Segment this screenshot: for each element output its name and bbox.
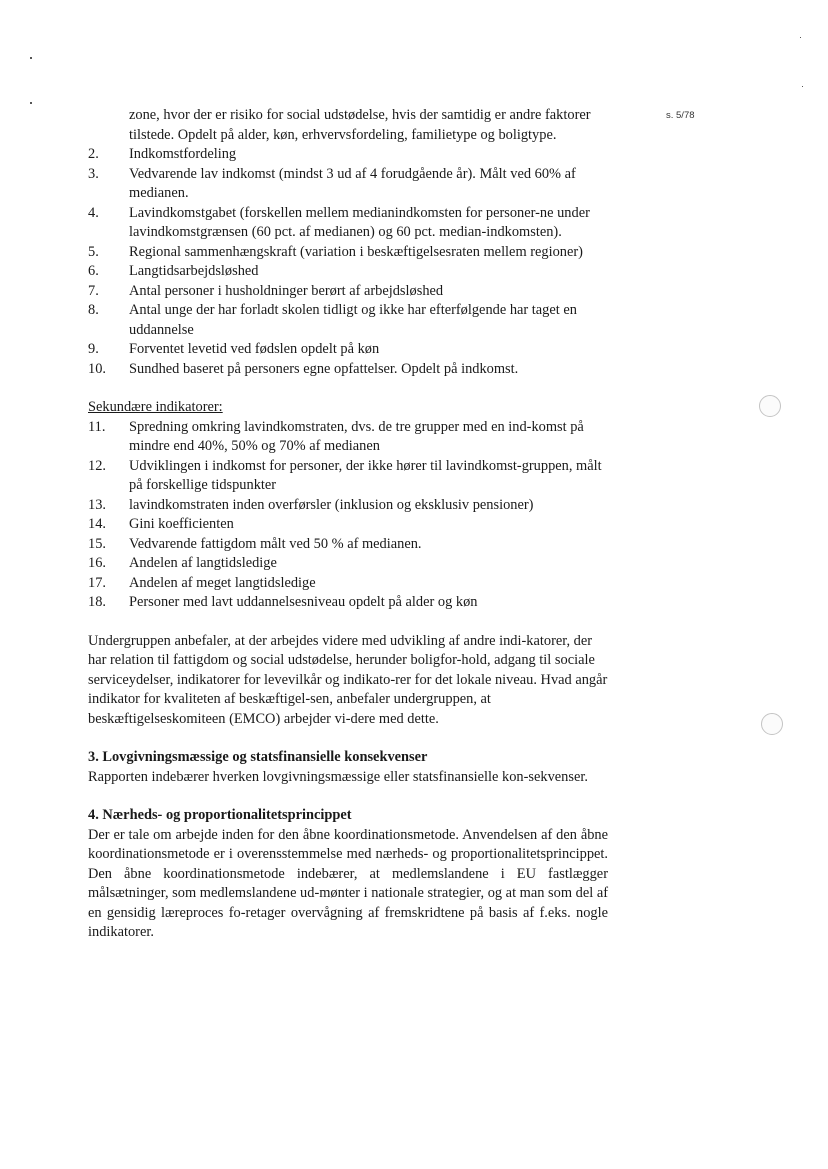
indicator-item bbox=[88, 282, 608, 302]
indicator-text: Lavindkomstgabet (forskellen mellem medianindkomsten for personer-ne under lavindkomstgrænsen (60 pct. af medianen) og 60 pct. median-indkomsten). bbox=[129, 204, 590, 240]
indicator-item bbox=[88, 145, 608, 165]
indicator-text: Andelen af meget langtidsledige bbox=[129, 574, 316, 591]
document-body bbox=[88, 106, 608, 943]
indicator-text: Vedvarende lav indkomst (mindst 3 ud af 4 forudgående år). Målt ved 60% af medianen. bbox=[129, 165, 576, 201]
indicator-number: 15. bbox=[88, 535, 106, 552]
secondary-indicator-list bbox=[88, 418, 608, 613]
indicator-text: Regional sammenhængskraft (variation i beskæftigelsesraten mellem regioner) bbox=[129, 243, 583, 260]
indicator-text: Udviklingen i indkomst for personer, der ikke hører til lavindkomst-gruppen, målt på forskellige tidspunkter bbox=[129, 457, 602, 493]
indicator-item bbox=[88, 574, 608, 594]
indicator-text: lavindkomstraten inden overførsler (inklusion og eksklusiv pensioner) bbox=[129, 496, 534, 513]
indicator-text: Indkomstfordeling bbox=[129, 146, 237, 162]
indicator-number: 6. bbox=[88, 263, 99, 279]
section-4-body: Der er tale om arbejde inden for den åbne koordinationsmetode. Anvendelsen af den åbne koordinationsmetode er i overensstemmelse med nærheds- og proportionalitetsprincippet. Den åbne koordinationsmetode indebærer, at medlemslandene i EU fastlægger målsætninger, som medlemslandene ud-mønter i nationale strategier, og at man som del af en gensidig læreproces fo-retager overvågning af fremskridtene på basis af f.eks. nogle indikatorer. bbox=[88, 826, 608, 940]
indicator-text: Forventet levetid ved fødslen opdelt på køn bbox=[129, 341, 380, 357]
indicator-number: 8. bbox=[88, 302, 99, 318]
secondary-heading: Sekundære indikatorer: bbox=[88, 399, 223, 415]
scan-speck bbox=[30, 57, 32, 59]
indicator-item bbox=[88, 496, 608, 516]
indicator-number: 5. bbox=[88, 243, 99, 260]
punch-hole bbox=[759, 395, 781, 417]
punch-hole bbox=[761, 713, 783, 735]
indicator-text: Gini koefficienten bbox=[129, 516, 234, 532]
indicator-number: 18. bbox=[88, 594, 106, 610]
indicator-text: Spredning omkring lavindkomstraten, dvs. de tre grupper med en ind-komst på mindre end 40%, 50% og 70% af medianen bbox=[129, 418, 584, 454]
indicator-number: 12. bbox=[88, 457, 106, 474]
indicator-item bbox=[88, 418, 608, 457]
section-4-heading: 4. Nærheds- og proportionalitetsprincippet bbox=[88, 807, 352, 823]
scan-speck bbox=[800, 37, 801, 38]
indicator-item bbox=[88, 457, 608, 496]
indicator-item bbox=[88, 593, 608, 613]
indicator-number: 9. bbox=[88, 341, 99, 357]
indicator-text: Andelen af langtidsledige bbox=[129, 555, 277, 571]
indicator-item bbox=[88, 360, 608, 380]
indicator-item bbox=[88, 204, 608, 243]
section-3-heading: 3. Lovgivningsmæssige og statsfinansielle konsekvenser bbox=[88, 749, 428, 765]
indicator-number: 4. bbox=[88, 204, 99, 221]
indicator-item bbox=[88, 340, 608, 360]
indicator-number: 7. bbox=[88, 282, 99, 299]
section-3-body: Rapporten indebærer hverken lovgivningsmæssige eller statsfinansielle kon-sekvenser. bbox=[88, 768, 588, 785]
indicator-item bbox=[88, 535, 608, 555]
indicator-number: 17. bbox=[88, 574, 106, 591]
indicator-text: Antal unge der har forladt skolen tidligt og ikke har efterfølgende har taget en uddannelse bbox=[129, 302, 577, 338]
intro-text: zone, hvor der er risiko for social udstødelse, hvis der samtidig er andre faktorer tilstede. Opdelt på alder, køn, erhvervsfordeling, familietype og boligtype. bbox=[129, 107, 591, 143]
indicator-item bbox=[88, 262, 608, 282]
indicator-item bbox=[88, 554, 608, 574]
indicator-item bbox=[88, 243, 608, 263]
indicator-text: Langtidsarbejdsløshed bbox=[129, 263, 259, 279]
primary-indicator-list bbox=[88, 145, 608, 379]
indicator-number: 13. bbox=[88, 496, 106, 513]
indicator-text: Antal personer i husholdninger berørt af arbejdsløshed bbox=[129, 282, 444, 299]
indicator-number: 3. bbox=[88, 165, 99, 182]
indicator-text: Vedvarende fattigdom målt ved 50 % af medianen. bbox=[129, 535, 422, 552]
indicator-number: 11. bbox=[88, 418, 106, 435]
scan-speck bbox=[30, 102, 32, 104]
indicator-number: 10. bbox=[88, 360, 106, 377]
subgroup-paragraph: Undergruppen anbefaler, at der arbejdes videre med udvikling af andre indi-katorer, der har relation til fattigdom og social udstødelse, herunder boligfor-hold, adgang til sociale serviceydelser, indikatorer for levevilkår og indikato-rer for det lokale niveau. Hvad angår indikator for kvaliteten af beskæftigel-sen, anbefaler undergruppen, at beskæftigelseskomiteen (EMCO) arbejder vi-dere med dette. bbox=[88, 632, 608, 727]
indicator-number: 14. bbox=[88, 516, 106, 532]
indicator-text: Sundhed baseret på personers egne opfattelser. Opdelt på indkomst. bbox=[129, 360, 519, 377]
page-number: s. 5/78 bbox=[666, 110, 695, 121]
indicator-item bbox=[88, 515, 608, 535]
indicator-item bbox=[88, 301, 608, 340]
indicator-number: 2. bbox=[88, 146, 99, 162]
scan-speck bbox=[802, 86, 803, 87]
indicator-item bbox=[88, 165, 608, 204]
indicator-text: Personer med lavt uddannelsesniveau opdelt på alder og køn bbox=[129, 594, 478, 610]
indicator-number: 16. bbox=[88, 555, 106, 571]
